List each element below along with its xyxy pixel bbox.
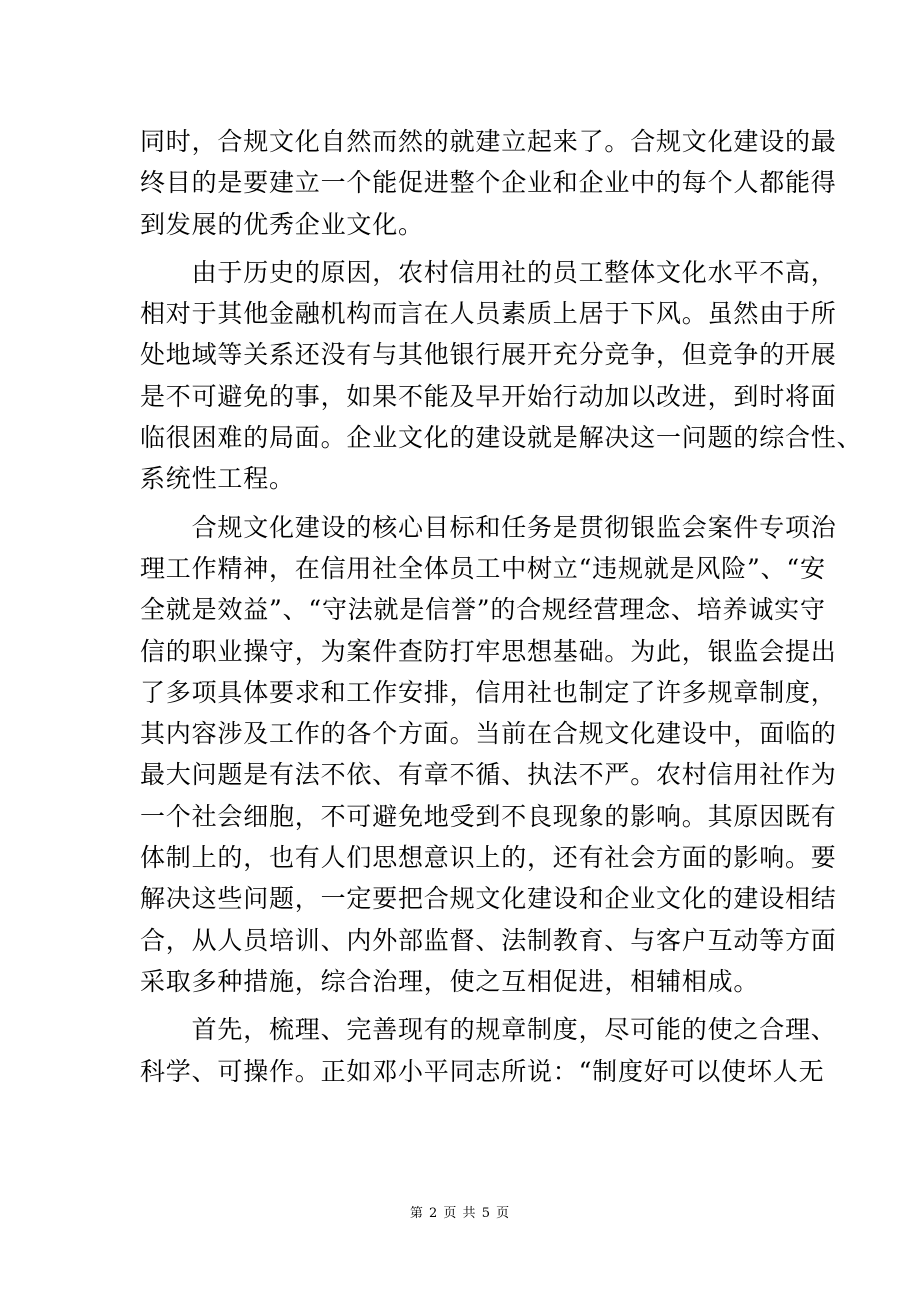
text-line: 处地域等关系还没有与其他银行展开充分竞争，但竞争的开展	[140, 340, 837, 370]
paragraph-2	[140, 252, 863, 500]
text-line: 同时，合规文化自然而然的就建立起来了。合规文化建设的最	[140, 127, 837, 156]
text-line: 是不可避免的事，如果不能及早开始行动加以改进，到时将面	[140, 381, 837, 411]
page-number-footer: 第 2 页 共 5 页	[409, 1206, 511, 1221]
text-line: 系统性工程。	[140, 464, 295, 494]
body-text	[140, 121, 863, 1092]
text-line: 合，从人员培训、内外部监督、法制教育、与客户互动等方面	[140, 925, 837, 955]
text-line: 一个社会细胞，不可避免地受到不良现象的影响。其原因既有	[140, 801, 837, 831]
text-line: 采取多种措施，综合治理，使之互相促进，相辅相成。	[140, 966, 760, 996]
text-line: 最大问题是有法不依、有章不循、执法不严。农村信用社作为	[140, 760, 837, 790]
text-line: 信的职业操守，为案件查防打牢思想基础。为此，银监会提出	[140, 636, 837, 666]
text-line: 首先，梳理、完善现有的规章制度，尽可能的使之合理、	[140, 1015, 837, 1045]
text-line: 合规文化建设的核心目标和任务是贯彻银监会案件专项治	[140, 512, 837, 542]
paragraph-4	[140, 1009, 837, 1092]
text-line: 到发展的优秀企业文化。	[140, 209, 424, 239]
text-line: 其内容涉及工作的各个方面。当前在合规文化建设中，面临的	[140, 719, 837, 749]
text-line: 科学、可操作。正如邓小平同志所说：“制度好可以使坏人无	[140, 1056, 825, 1086]
text-line: 解决这些问题，一定要把合规文化建设和企业文化的建设相结	[140, 884, 837, 914]
paragraph-1	[140, 121, 837, 245]
text-line: 了多项具体要求和工作安排，信用社也制定了许多规章制度，	[140, 677, 837, 707]
text-line: 全就是效益”、“守法就是信誉”的合规经营理念、培养诚实守	[140, 595, 826, 625]
text-line: 临很困难的局面。企业文化的建设就是解决这一问题的综合性、	[140, 423, 863, 453]
paragraph-3	[140, 507, 837, 1003]
text-line: 相对于其他金融机构而言在人员素质上居于下风。虽然由于所	[140, 299, 837, 329]
text-line: 终目的是要建立一个能促进整个企业和企业中的每个人都能得	[140, 168, 837, 198]
text-line: 由于历史的原因，农村信用社的员工整体文化水平不高，	[140, 257, 837, 287]
text-line: 体制上的，也有人们思想意识上的，还有社会方面的影响。要	[140, 843, 837, 873]
text-line: 理工作精神，在信用社全体员工中树立“违规就是风险”、“安	[140, 553, 826, 583]
